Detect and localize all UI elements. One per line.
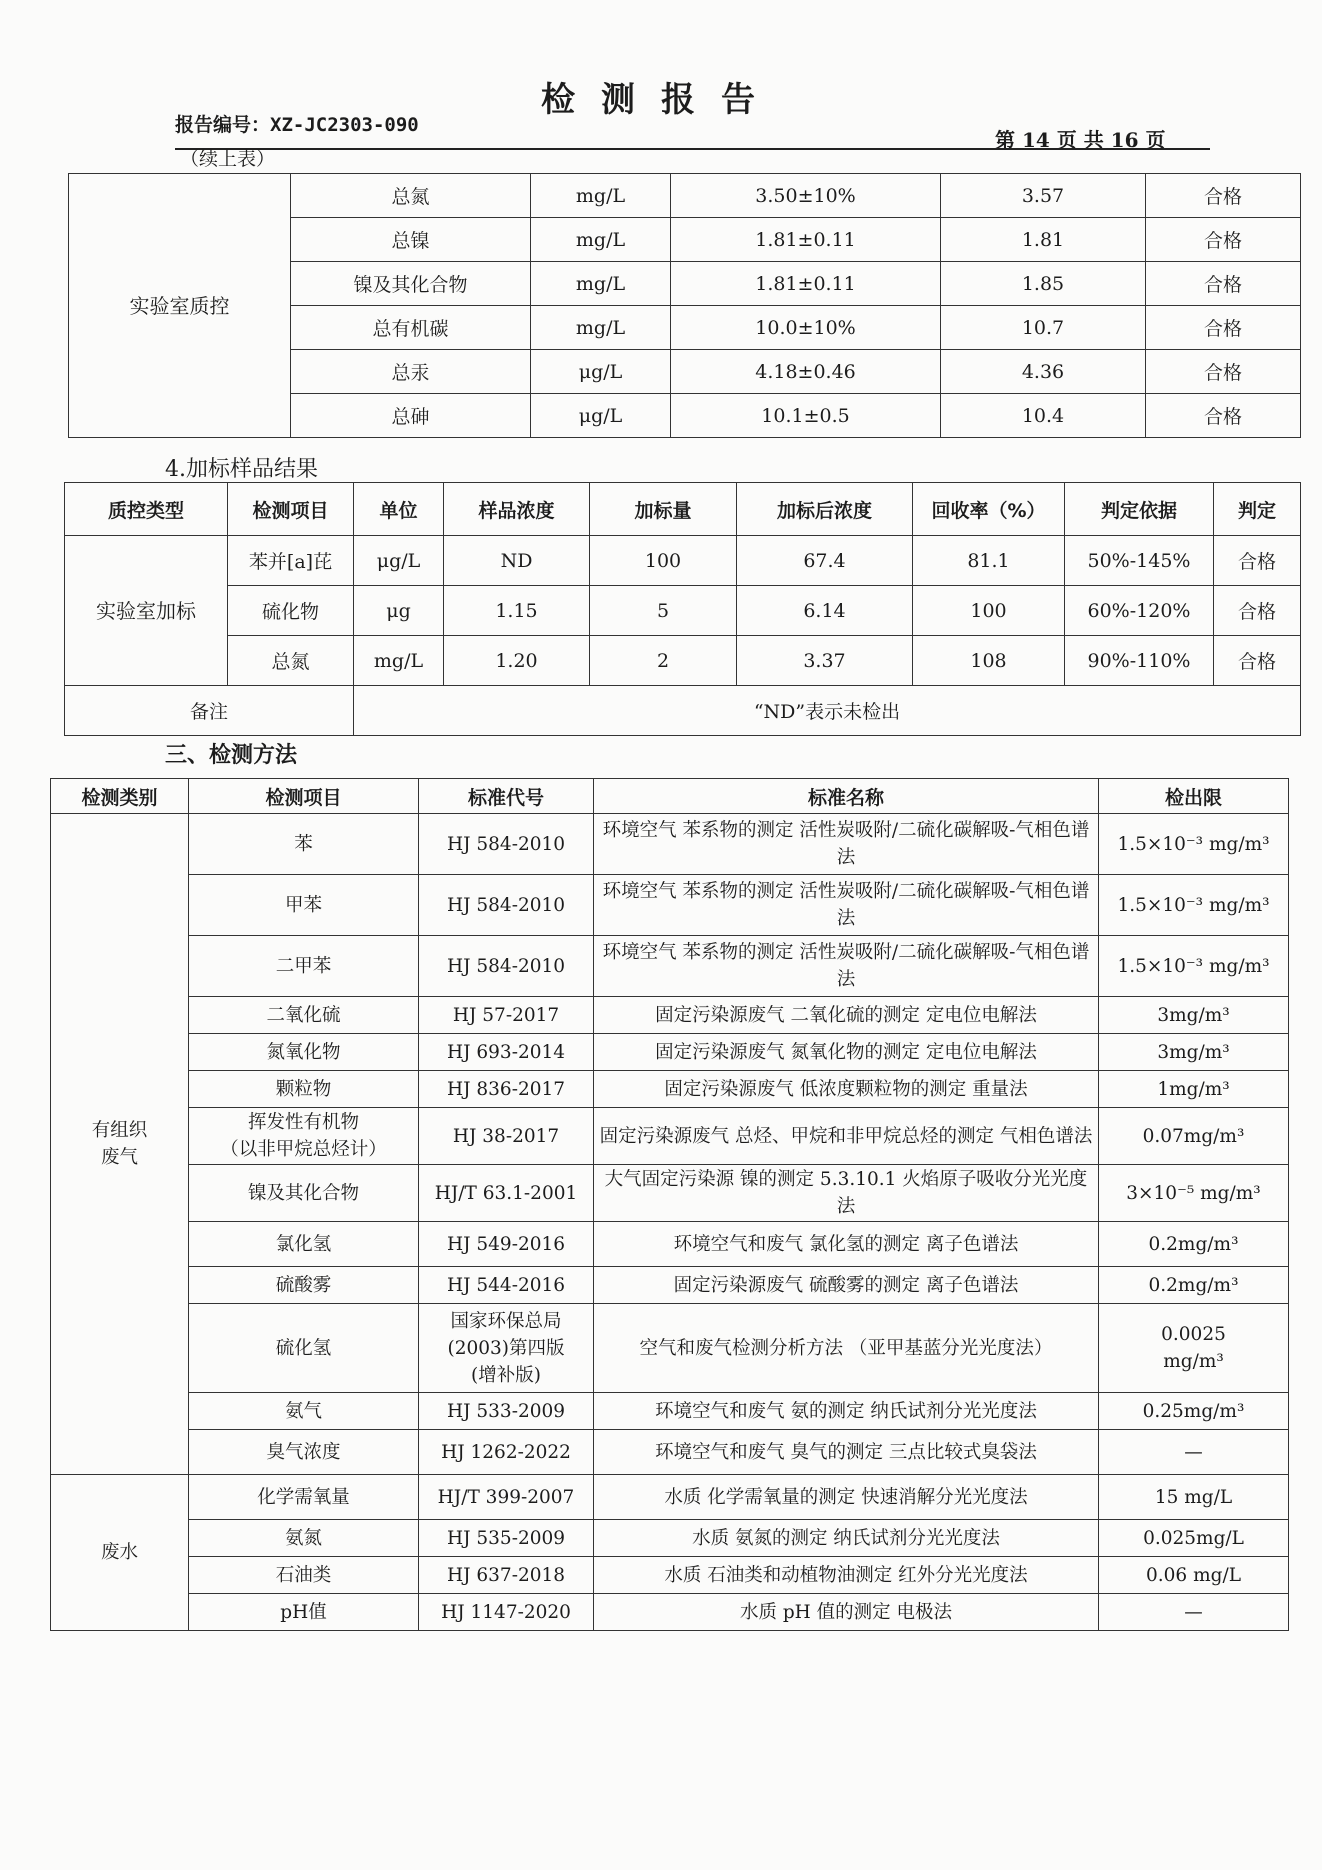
spike-category-cell: 实验室加标 (65, 536, 228, 686)
spike-judgement-cell: 合格 (1214, 536, 1301, 586)
methods-limit-cell: 3mg/m³ (1099, 1034, 1289, 1071)
table-row (65, 536, 1301, 586)
qc-result-cell: 10.4 (941, 394, 1146, 438)
methods-item-cell: 二氧化硫 (189, 997, 419, 1034)
methods-limit-cell: 0.2mg/m³ (1099, 1222, 1289, 1267)
qc-category-cell: 实验室质控 (69, 174, 291, 438)
spike-recovery-cell: 108 (913, 636, 1065, 686)
methods-code-cell: HJ 57-2017 (419, 997, 594, 1034)
methods-code-cell: 国家环保总局 (2003)第四版 (增补版) (419, 1304, 594, 1393)
qc-item-cell: 总有机碳 (291, 306, 531, 350)
qc-lab-table (68, 173, 1301, 438)
methods-name-cell: 固定污染源废气 低浓度颗粒物的测定 重量法 (594, 1071, 1099, 1108)
spike-after-cell: 3.37 (737, 636, 913, 686)
qc-unit-cell: mg/L (531, 218, 671, 262)
spike-section-title: 4.加标样品结果 (165, 457, 318, 482)
spike-item-cell: 苯并[a]芘 (228, 536, 354, 586)
spike-header-cell: 判定依据 (1065, 483, 1214, 536)
methods-name-cell: 环境空气 苯系物的测定 活性炭吸附/二硫化碳解吸-气相色谱法 (594, 875, 1099, 936)
methods-category-cell: 废水 (51, 1475, 189, 1631)
methods-limit-cell: 0.06 mg/L (1099, 1557, 1289, 1594)
page-number: 第 14 页 共 16 页 (995, 128, 1166, 152)
qc-standard-cell: 1.81±0.11 (671, 218, 941, 262)
header-rule (175, 148, 1210, 150)
methods-code-cell: HJ 535-2009 (419, 1520, 594, 1557)
spike-sample-cell: ND (444, 536, 590, 586)
methods-name-cell: 环境空气 苯系物的测定 活性炭吸附/二硫化碳解吸-气相色谱法 (594, 814, 1099, 875)
qc-item-cell: 镍及其化合物 (291, 262, 531, 306)
spike-basis-cell: 50%-145% (1065, 536, 1214, 586)
methods-item-cell: 氨气 (189, 1393, 419, 1430)
note-label-cell: 备注 (65, 686, 354, 736)
methods-item-cell: 颗粒物 (189, 1071, 419, 1108)
qc-result-cell: 1.81 (941, 218, 1146, 262)
spike-after-cell: 6.14 (737, 586, 913, 636)
methods-limit-cell: 3×10⁻⁵ mg/m³ (1099, 1165, 1289, 1222)
table-row (69, 174, 1301, 218)
qc-item-cell: 总砷 (291, 394, 531, 438)
spike-added-cell: 2 (590, 636, 737, 686)
qc-unit-cell: μg/L (531, 394, 671, 438)
note-text-cell: “ND”表示未检出 (354, 686, 1301, 736)
qc-item-cell: 总镍 (291, 218, 531, 262)
report-title: 检测报告 (541, 80, 781, 120)
spike-header-cell: 回收率（%） (913, 483, 1065, 536)
methods-header-cell: 检测项目 (189, 779, 419, 814)
methods-code-cell: HJ 637-2018 (419, 1557, 594, 1594)
table-row (51, 1222, 1289, 1267)
qc-result-cell: 4.36 (941, 350, 1146, 394)
spike-added-cell: 100 (590, 536, 737, 586)
report-number: 报告编号：XZ-JC2303-090 (175, 114, 419, 136)
methods-code-cell: HJ 38-2017 (419, 1108, 594, 1165)
methods-item-cell: 氮氧化物 (189, 1034, 419, 1071)
qc-unit-cell: mg/L (531, 306, 671, 350)
methods-code-cell: HJ 584-2010 (419, 814, 594, 875)
methods-limit-cell: — (1099, 1430, 1289, 1475)
table-row (51, 1165, 1289, 1222)
spike-added-cell: 5 (590, 586, 737, 636)
spike-unit-cell: μg (354, 586, 444, 636)
methods-item-cell: 二甲苯 (189, 936, 419, 997)
qc-result-cell: 1.85 (941, 262, 1146, 306)
spike-recovery-cell: 81.1 (913, 536, 1065, 586)
methods-name-cell: 空气和废气检测分析方法 （亚甲基蓝分光光度法） (594, 1304, 1099, 1393)
table-row (51, 1520, 1289, 1557)
methods-name-cell: 环境空气和废气 氯化氢的测定 离子色谱法 (594, 1222, 1099, 1267)
methods-name-cell: 水质 石油类和动植物油测定 红外分光光度法 (594, 1557, 1099, 1594)
table-row (51, 1108, 1289, 1165)
methods-code-cell: HJ/T 399-2007 (419, 1475, 594, 1520)
methods-name-cell: 水质 氨氮的测定 纳氏试剂分光光度法 (594, 1520, 1099, 1557)
methods-code-cell: HJ 1147-2020 (419, 1594, 594, 1631)
methods-name-cell: 环境空气和废气 臭气的测定 三点比较式臭袋法 (594, 1430, 1099, 1475)
methods-code-cell: HJ 533-2009 (419, 1393, 594, 1430)
qc-unit-cell: mg/L (531, 262, 671, 306)
spike-header-cell: 判定 (1214, 483, 1301, 536)
methods-code-cell: HJ 584-2010 (419, 875, 594, 936)
methods-table (50, 778, 1289, 1631)
methods-limit-cell: 15 mg/L (1099, 1475, 1289, 1520)
methods-item-cell: 氨氮 (189, 1520, 419, 1557)
qc-judgement-cell: 合格 (1146, 350, 1301, 394)
methods-code-cell: HJ 584-2010 (419, 936, 594, 997)
spike-unit-cell: mg/L (354, 636, 444, 686)
methods-name-cell: 大气固定污染源 镍的测定 5.3.10.1 火焰原子吸收分光光度法 (594, 1165, 1099, 1222)
methods-item-cell: 镍及其化合物 (189, 1165, 419, 1222)
methods-item-cell: pH值 (189, 1594, 419, 1631)
spike-judgement-cell: 合格 (1214, 636, 1301, 686)
methods-item-cell: 苯 (189, 814, 419, 875)
qc-judgement-cell: 合格 (1146, 394, 1301, 438)
methods-code-cell: HJ 549-2016 (419, 1222, 594, 1267)
methods-limit-cell: 1.5×10⁻³ mg/m³ (1099, 875, 1289, 936)
spike-header-cell: 加标后浓度 (737, 483, 913, 536)
spike-recovery-cell: 100 (913, 586, 1065, 636)
note-row (65, 686, 1301, 736)
spike-basis-cell: 60%-120% (1065, 586, 1214, 636)
methods-category-cell: 有组织 废气 (51, 814, 189, 1475)
methods-section-title: 三、检测方法 (165, 742, 298, 768)
methods-code-cell: HJ 836-2017 (419, 1071, 594, 1108)
methods-name-cell: 固定污染源废气 总烃、甲烷和非甲烷总烃的测定 气相色谱法 (594, 1108, 1099, 1165)
methods-limit-cell: 1.5×10⁻³ mg/m³ (1099, 936, 1289, 997)
spike-item-cell: 硫化物 (228, 586, 354, 636)
methods-limit-cell: 1mg/m³ (1099, 1071, 1289, 1108)
spike-after-cell: 67.4 (737, 536, 913, 586)
methods-limit-cell: 0.025mg/L (1099, 1520, 1289, 1557)
methods-code-cell: HJ 693-2014 (419, 1034, 594, 1071)
spike-header-cell: 检测项目 (228, 483, 354, 536)
qc-judgement-cell: 合格 (1146, 306, 1301, 350)
table-row (51, 1267, 1289, 1304)
qc-judgement-cell: 合格 (1146, 218, 1301, 262)
spike-unit-cell: μg/L (354, 536, 444, 586)
table-row (51, 1475, 1289, 1520)
qc-judgement-cell: 合格 (1146, 262, 1301, 306)
table-row (51, 1557, 1289, 1594)
spike-header-cell: 单位 (354, 483, 444, 536)
methods-limit-cell: 0.07mg/m³ (1099, 1108, 1289, 1165)
qc-judgement-cell: 合格 (1146, 174, 1301, 218)
methods-code-cell: HJ 544-2016 (419, 1267, 594, 1304)
continued-label: （续上表） (180, 148, 276, 170)
methods-header-cell: 标准名称 (594, 779, 1099, 814)
spike-item-cell: 总氮 (228, 636, 354, 686)
spike-header-cell: 质控类型 (65, 483, 228, 536)
table-row (65, 636, 1301, 686)
spike-table (64, 482, 1301, 736)
methods-limit-cell: 0.0025 mg/m³ (1099, 1304, 1289, 1393)
table-row (51, 875, 1289, 936)
methods-item-cell: 石油类 (189, 1557, 419, 1594)
methods-name-cell: 水质 化学需氧量的测定 快速消解分光光度法 (594, 1475, 1099, 1520)
methods-limit-cell: 0.25mg/m³ (1099, 1393, 1289, 1430)
table-row (51, 997, 1289, 1034)
methods-code-cell: HJ/T 63.1-2001 (419, 1165, 594, 1222)
table-row (51, 1304, 1289, 1393)
methods-item-cell: 挥发性有机物 （以非甲烷总烃计） (189, 1108, 419, 1165)
table-row (51, 1594, 1289, 1631)
spike-header-cell: 加标量 (590, 483, 737, 536)
methods-item-cell: 氯化氢 (189, 1222, 419, 1267)
methods-limit-cell: 3mg/m³ (1099, 997, 1289, 1034)
table-row (51, 1034, 1289, 1071)
methods-item-cell: 臭气浓度 (189, 1430, 419, 1475)
spike-header-cell: 样品浓度 (444, 483, 590, 536)
qc-unit-cell: mg/L (531, 174, 671, 218)
qc-standard-cell: 10.1±0.5 (671, 394, 941, 438)
qc-standard-cell: 3.50±10% (671, 174, 941, 218)
methods-item-cell: 化学需氧量 (189, 1475, 419, 1520)
qc-item-cell: 总汞 (291, 350, 531, 394)
table-row (51, 814, 1289, 875)
qc-standard-cell: 10.0±10% (671, 306, 941, 350)
table-row (51, 1071, 1289, 1108)
spike-sample-cell: 1.20 (444, 636, 590, 686)
table-row (51, 1393, 1289, 1430)
methods-header-cell: 检出限 (1099, 779, 1289, 814)
qc-standard-cell: 1.81±0.11 (671, 262, 941, 306)
methods-name-cell: 环境空气 苯系物的测定 活性炭吸附/二硫化碳解吸-气相色谱法 (594, 936, 1099, 997)
methods-limit-cell: — (1099, 1594, 1289, 1631)
qc-item-cell: 总氮 (291, 174, 531, 218)
table-row (51, 1430, 1289, 1475)
spike-judgement-cell: 合格 (1214, 586, 1301, 636)
qc-result-cell: 10.7 (941, 306, 1146, 350)
methods-code-cell: HJ 1262-2022 (419, 1430, 594, 1475)
methods-limit-cell: 1.5×10⁻³ mg/m³ (1099, 814, 1289, 875)
spike-sample-cell: 1.15 (444, 586, 590, 636)
table-row (51, 936, 1289, 997)
spike-basis-cell: 90%-110% (1065, 636, 1214, 686)
methods-header-cell: 检测类别 (51, 779, 189, 814)
methods-limit-cell: 0.2mg/m³ (1099, 1267, 1289, 1304)
qc-unit-cell: μg/L (531, 350, 671, 394)
table-row (65, 586, 1301, 636)
methods-name-cell: 固定污染源废气 硫酸雾的测定 离子色谱法 (594, 1267, 1099, 1304)
methods-item-cell: 甲苯 (189, 875, 419, 936)
methods-name-cell: 环境空气和废气 氨的测定 纳氏试剂分光光度法 (594, 1393, 1099, 1430)
methods-item-cell: 硫酸雾 (189, 1267, 419, 1304)
qc-result-cell: 3.57 (941, 174, 1146, 218)
methods-header-cell: 标准代号 (419, 779, 594, 814)
methods-name-cell: 水质 pH 值的测定 电极法 (594, 1594, 1099, 1631)
methods-name-cell: 固定污染源废气 二氧化硫的测定 定电位电解法 (594, 997, 1099, 1034)
methods-item-cell: 硫化氢 (189, 1304, 419, 1393)
methods-name-cell: 固定污染源废气 氮氧化物的测定 定电位电解法 (594, 1034, 1099, 1071)
qc-standard-cell: 4.18±0.46 (671, 350, 941, 394)
